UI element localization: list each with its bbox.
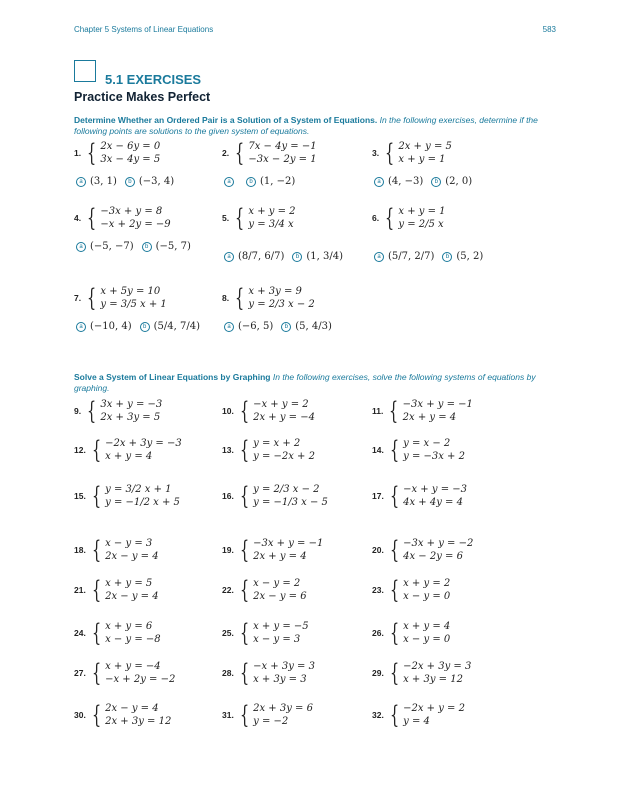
problem-number: 16. xyxy=(222,491,234,501)
problem-number: 13. xyxy=(222,445,234,455)
section-title: 5.1 EXERCISES xyxy=(105,72,202,87)
problem-number: 12. xyxy=(74,445,86,455)
problem xyxy=(74,660,175,686)
brace: { xyxy=(87,139,97,167)
equation: x + 5y = 10 xyxy=(100,286,161,297)
choice-b: (1, 3/4) xyxy=(306,251,343,262)
choice-a: (−10, 4) xyxy=(90,321,132,332)
equation: −x + 2y = −2 xyxy=(105,674,176,685)
equation: 2x + 3y = 12 xyxy=(105,716,172,727)
brace: { xyxy=(235,284,245,312)
brace: { xyxy=(91,619,102,647)
problem xyxy=(222,205,296,231)
choice-b-marker: b xyxy=(281,322,291,332)
equation: x − y = 0 xyxy=(403,634,451,645)
equation-system xyxy=(403,437,465,463)
equation: y = 2/3 x − 2 xyxy=(248,299,315,310)
problem xyxy=(222,620,309,646)
problem-number: 15. xyxy=(74,491,86,501)
equation-system xyxy=(403,483,467,509)
equation-system xyxy=(403,702,465,728)
problem xyxy=(222,398,315,424)
problem xyxy=(222,285,315,311)
equation-system xyxy=(403,398,473,424)
equation: x + 3y = 3 xyxy=(253,674,307,685)
brace: { xyxy=(239,397,250,425)
brace: { xyxy=(239,701,250,729)
problem-number: 29. xyxy=(372,668,384,678)
problem-number: 23. xyxy=(372,585,384,595)
brace: { xyxy=(389,536,400,564)
problem-number: 3. xyxy=(372,148,380,158)
brace: { xyxy=(239,659,250,687)
equation-system xyxy=(398,205,445,231)
problem-number: 27. xyxy=(74,668,86,678)
equation-system xyxy=(100,205,170,231)
equation-system xyxy=(403,537,473,563)
choice-a-marker: a xyxy=(76,177,86,187)
equation-system xyxy=(100,398,162,424)
problem-number: 19. xyxy=(222,545,234,555)
section-subtitle: Practice Makes Perfect xyxy=(74,90,211,104)
equation: y = 4 xyxy=(403,716,430,727)
equation: −2x + 3y = −3 xyxy=(105,438,182,449)
brace: { xyxy=(91,436,102,464)
choice-b: (5/4, 7/4) xyxy=(153,321,200,332)
equation: x − y = 3 xyxy=(253,634,301,645)
choice-a: (5/7, 2/7) xyxy=(388,251,435,262)
equation: x + 3y = 12 xyxy=(403,674,463,685)
brace: { xyxy=(389,397,399,425)
equation: y = 2/3 x − 2 xyxy=(253,484,320,495)
equation: x + y = 4 xyxy=(105,451,153,462)
equation: 3x + y = −3 xyxy=(100,399,163,410)
equation: x + y = 1 xyxy=(398,154,446,165)
chapter-header: Chapter 5 Systems of Linear Equations xyxy=(74,25,214,34)
brace: { xyxy=(389,436,400,464)
answer-choices xyxy=(74,321,206,332)
equation-system xyxy=(253,437,315,463)
brace: { xyxy=(389,659,400,687)
problem xyxy=(372,205,446,231)
section-icon xyxy=(74,60,96,82)
equation-system xyxy=(100,285,166,311)
problem xyxy=(372,537,473,563)
problem-number: 31. xyxy=(222,710,234,720)
equation: 2x + y = −4 xyxy=(253,412,315,423)
problem xyxy=(74,577,159,603)
problem-number: 28. xyxy=(222,668,234,678)
brace: { xyxy=(91,536,102,564)
problem-number: 14. xyxy=(372,445,384,455)
equation: −x + 2y = −9 xyxy=(100,219,171,230)
problem-number: 6. xyxy=(372,213,380,223)
equation: x + y = 4 xyxy=(403,621,451,632)
brace: { xyxy=(235,204,245,232)
problem-number: 1. xyxy=(74,148,82,158)
choice-b-marker: b xyxy=(442,252,452,262)
equation: 2x − y = 6 xyxy=(253,591,307,602)
choice-a-marker: a xyxy=(76,242,86,252)
choice-b: (1, −2) xyxy=(260,176,296,187)
equation: 7x − 4y = −1 xyxy=(248,141,317,152)
brace: { xyxy=(389,619,400,647)
equation: 4x − 2y = 6 xyxy=(403,551,463,562)
problem-number: 4. xyxy=(74,213,82,223)
problem xyxy=(74,702,171,728)
brace: { xyxy=(91,659,102,687)
choice-a: (8/7, 6/7) xyxy=(238,251,285,262)
problem-number: 10. xyxy=(222,406,234,416)
part1-intro xyxy=(74,115,558,136)
equation-system xyxy=(105,577,159,603)
problem xyxy=(222,577,307,603)
equation: −2x + 3y = 3 xyxy=(403,661,472,672)
equation: 2x − y = 4 xyxy=(105,551,159,562)
part2-heading: Solve a System of Linear Equations by Graphing xyxy=(74,372,271,382)
brace: { xyxy=(239,482,250,510)
problem xyxy=(74,483,180,509)
equation-system xyxy=(253,620,309,646)
brace: { xyxy=(91,482,102,510)
equation: 2x + y = 4 xyxy=(253,551,307,562)
problem-number: 20. xyxy=(372,545,384,555)
problem xyxy=(372,620,450,646)
problem xyxy=(74,620,161,646)
equation-system xyxy=(398,140,452,166)
answer-choices xyxy=(222,176,301,187)
choice-b: (−5, 7) xyxy=(155,241,191,252)
equation-system xyxy=(105,620,161,646)
problem xyxy=(74,437,182,463)
equation: −3x + y = −1 xyxy=(402,399,473,410)
brace: { xyxy=(91,576,102,604)
problem xyxy=(372,483,467,509)
equation: 3x − 4y = 5 xyxy=(100,154,161,165)
problem xyxy=(372,398,473,424)
problem xyxy=(222,660,315,686)
answer-choices xyxy=(372,251,489,262)
brace: { xyxy=(239,436,250,464)
choice-a-marker: a xyxy=(224,177,234,187)
problem-number: 7. xyxy=(74,293,82,303)
equation: y = x + 2 xyxy=(253,438,301,449)
equation-system xyxy=(105,537,159,563)
part1-heading: Determine Whether an Ordered Pair is a Solution of a System of Equations. xyxy=(74,115,378,125)
equation: y = −2 xyxy=(253,716,289,727)
equation: x − y = −8 xyxy=(105,634,161,645)
brace: { xyxy=(91,701,102,729)
equation: x + y = 6 xyxy=(105,621,153,632)
brace: { xyxy=(239,576,250,604)
equation-system xyxy=(100,140,160,166)
choice-a: (−6, 5) xyxy=(238,321,274,332)
equation: y = 2/5 x xyxy=(398,219,444,230)
equation: x + y = −5 xyxy=(253,621,309,632)
equation-system xyxy=(253,398,315,424)
choice-a: (−5, −7) xyxy=(90,241,134,252)
equation: x − y = 2 xyxy=(253,578,301,589)
choice-b-marker: b xyxy=(125,177,135,187)
problem-number: 17. xyxy=(372,491,384,501)
brace: { xyxy=(87,204,97,232)
equation-system xyxy=(403,660,471,686)
equation-system xyxy=(253,577,307,603)
equation: y = −1/3 x − 5 xyxy=(253,497,328,508)
problem xyxy=(222,483,328,509)
equation: y = 3/5 x + 1 xyxy=(100,299,167,310)
equation: 4x + 4y = 4 xyxy=(403,497,463,508)
problem xyxy=(222,537,323,563)
equation: −3x − 2y = 1 xyxy=(248,154,317,165)
equation: x + y = 2 xyxy=(248,206,296,217)
equation: x − y = 3 xyxy=(105,538,153,549)
equation-system xyxy=(105,702,171,728)
choice-b-marker: b xyxy=(431,177,441,187)
equation-system xyxy=(403,620,450,646)
equation-system xyxy=(253,483,328,509)
problem-number: 21. xyxy=(74,585,86,595)
equation-system xyxy=(253,660,315,686)
brace: { xyxy=(239,619,250,647)
equation: −3x + y = −2 xyxy=(403,538,474,549)
equation-system xyxy=(105,660,175,686)
equation: 2x + y = 4 xyxy=(402,412,457,423)
choice-a-marker: a xyxy=(374,252,384,262)
problem xyxy=(222,437,315,463)
equation: y = 3/4 x xyxy=(248,219,294,230)
problem-number: 25. xyxy=(222,628,234,638)
problem xyxy=(372,140,452,166)
brace: { xyxy=(239,536,250,564)
brace: { xyxy=(235,139,245,167)
equation: x + y = −4 xyxy=(105,661,161,672)
equation: x − y = 0 xyxy=(403,591,451,602)
problem xyxy=(222,702,313,728)
problem-number: 18. xyxy=(74,545,86,555)
equation: −3x + y = 8 xyxy=(100,206,163,217)
brace: { xyxy=(389,482,400,510)
choice-b: (5, 2) xyxy=(456,251,484,262)
answer-choices xyxy=(74,241,197,252)
problem-number: 8. xyxy=(222,293,230,303)
equation-system xyxy=(253,537,323,563)
problem xyxy=(74,537,159,563)
equation-system xyxy=(248,285,314,311)
equation: 2x + 3y = 6 xyxy=(253,703,313,714)
brace: { xyxy=(87,397,97,425)
problem xyxy=(372,660,471,686)
answer-choices xyxy=(372,176,478,187)
equation: −x + 3y = 3 xyxy=(253,661,315,672)
equation-system xyxy=(248,140,316,166)
choice-a-marker: a xyxy=(224,252,234,262)
choice-a: (3, 1) xyxy=(90,176,117,187)
equation: y = x − 2 xyxy=(403,438,451,449)
part1-instructions: In the following exercises, determine if the following points are solutions to the given system of equations. xyxy=(74,115,538,136)
equation: 2x + y = 5 xyxy=(398,141,452,152)
equation-system xyxy=(105,437,182,463)
problem xyxy=(74,398,162,424)
equation-system xyxy=(105,483,180,509)
problem xyxy=(222,140,317,166)
problem-number: 9. xyxy=(74,406,82,416)
equation: x + y = 2 xyxy=(403,578,451,589)
choice-b-marker: b xyxy=(142,242,152,252)
choice-a-marker: a xyxy=(224,322,234,332)
problem-number: 26. xyxy=(372,628,384,638)
problem xyxy=(74,285,167,311)
equation: −2x + y = 2 xyxy=(403,703,465,714)
problem xyxy=(74,205,171,231)
brace: { xyxy=(385,139,395,167)
problem xyxy=(74,140,160,166)
answer-choices xyxy=(222,251,349,262)
equation: x + y = 1 xyxy=(398,206,446,217)
choice-b-marker: b xyxy=(140,322,150,332)
answer-choices xyxy=(74,176,180,187)
problem-number: 5. xyxy=(222,213,230,223)
choice-b: (5, 4/3) xyxy=(295,321,332,332)
equation: y = −3x + 2 xyxy=(403,451,465,462)
part2-instructions: In the following exercises, solve the following systems of equations by graphing. xyxy=(74,372,536,393)
problem-number: 22. xyxy=(222,585,234,595)
equation: 2x + 3y = 5 xyxy=(100,412,161,423)
equation: 2x − 6y = 0 xyxy=(100,141,161,152)
equation: −3x + y = −1 xyxy=(253,538,324,549)
problem-number: 32. xyxy=(372,710,384,720)
page-number: 583 xyxy=(542,25,556,34)
problem-number: 24. xyxy=(74,628,86,638)
equation: y = 3/2 x + 1 xyxy=(105,484,172,495)
brace: { xyxy=(389,576,400,604)
equation-system xyxy=(253,702,313,728)
choice-b: (−3, 4) xyxy=(138,176,175,187)
equation: −x + y = 2 xyxy=(253,399,309,410)
problem xyxy=(372,437,465,463)
equation: x + 3y = 9 xyxy=(248,286,302,297)
equation-system xyxy=(403,577,450,603)
choice-b-marker: b xyxy=(246,177,256,187)
equation: −x + y = −3 xyxy=(403,484,467,495)
part2-intro xyxy=(74,372,558,393)
choice-b: (2, 0) xyxy=(445,176,473,187)
problem xyxy=(372,577,450,603)
choice-a-marker: a xyxy=(374,177,384,187)
choice-a-marker: a xyxy=(76,322,86,332)
equation: 2x − y = 4 xyxy=(105,591,159,602)
brace: { xyxy=(389,701,400,729)
answer-choices xyxy=(222,321,338,332)
equation: 2x − y = 4 xyxy=(105,703,159,714)
choice-b-marker: b xyxy=(292,252,302,262)
problem xyxy=(372,702,465,728)
equation-system xyxy=(248,205,295,231)
equation: y = −1/2 x + 5 xyxy=(105,497,180,508)
problem-number: 30. xyxy=(74,710,86,720)
choice-a: (4, −3) xyxy=(388,176,424,187)
problem-number: 11. xyxy=(372,406,384,416)
problem-number: 2. xyxy=(222,148,230,158)
brace: { xyxy=(385,204,395,232)
equation: x + y = 5 xyxy=(105,578,153,589)
equation: y = −2x + 2 xyxy=(253,451,315,462)
brace: { xyxy=(87,284,97,312)
